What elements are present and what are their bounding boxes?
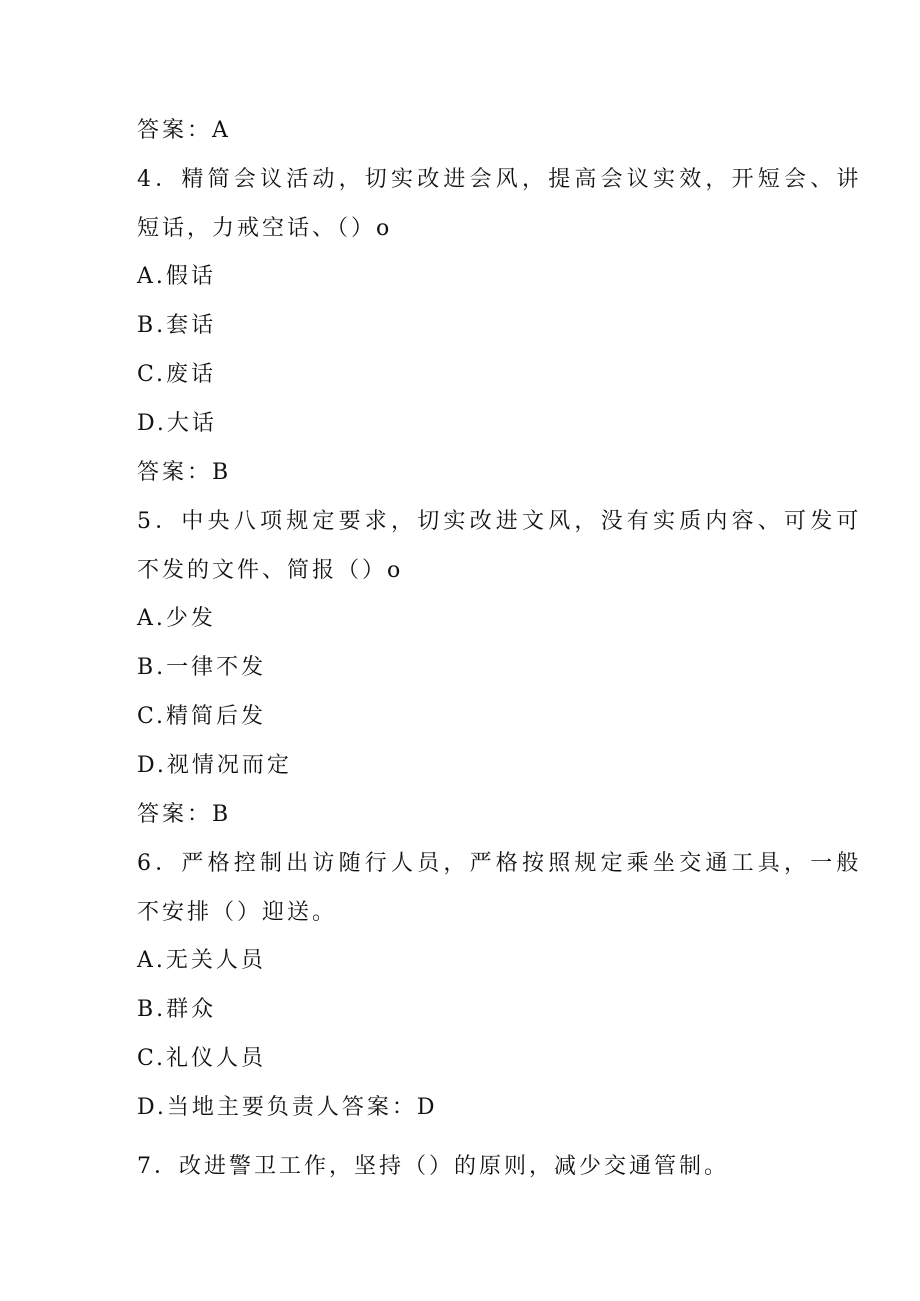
- question-5-line-1: 5．中央八项规定要求，切实改进文风，没有实质内容、可发可: [137, 509, 863, 534]
- option-d: D.大话: [137, 411, 217, 436]
- question-6-line-1: 6．严格控制出访随行人员，严格按照规定乘坐交通工具，一般: [137, 851, 863, 876]
- answer-line: 答案：B: [137, 460, 232, 485]
- option-a: A.假话: [137, 264, 216, 289]
- option-b: B.一律不发: [137, 655, 267, 680]
- option-a: A.无关人员: [137, 948, 266, 973]
- option-c: C.礼仪人员: [137, 1046, 267, 1071]
- question-6-line-2: 不安排（）迎送。: [137, 900, 338, 925]
- option-b: B.群众: [137, 997, 217, 1022]
- option-a: A.少发: [137, 606, 216, 631]
- option-b: B.套话: [137, 313, 217, 338]
- option-d-with-answer: D.当地主要负责人答案：D: [137, 1095, 438, 1120]
- question-5-line-2: 不发的文件、简报（）o: [137, 558, 404, 583]
- question-4-line-1: 4．精简会议活动，切实改进会风，提高会议实效，开短会、讲: [137, 167, 863, 192]
- option-d: D.视情况而定: [137, 753, 292, 778]
- option-c: C.精简后发: [137, 704, 267, 729]
- question-7-line-1: 7．改进警卫工作，坚持（）的原则，减少交通管制。: [137, 1154, 729, 1179]
- question-4-line-2: 短话，力戒空话、（）o: [137, 216, 393, 241]
- answer-line: 答案：A: [137, 118, 231, 143]
- option-c: C.废话: [137, 362, 217, 387]
- answer-line: 答案：B: [137, 802, 232, 827]
